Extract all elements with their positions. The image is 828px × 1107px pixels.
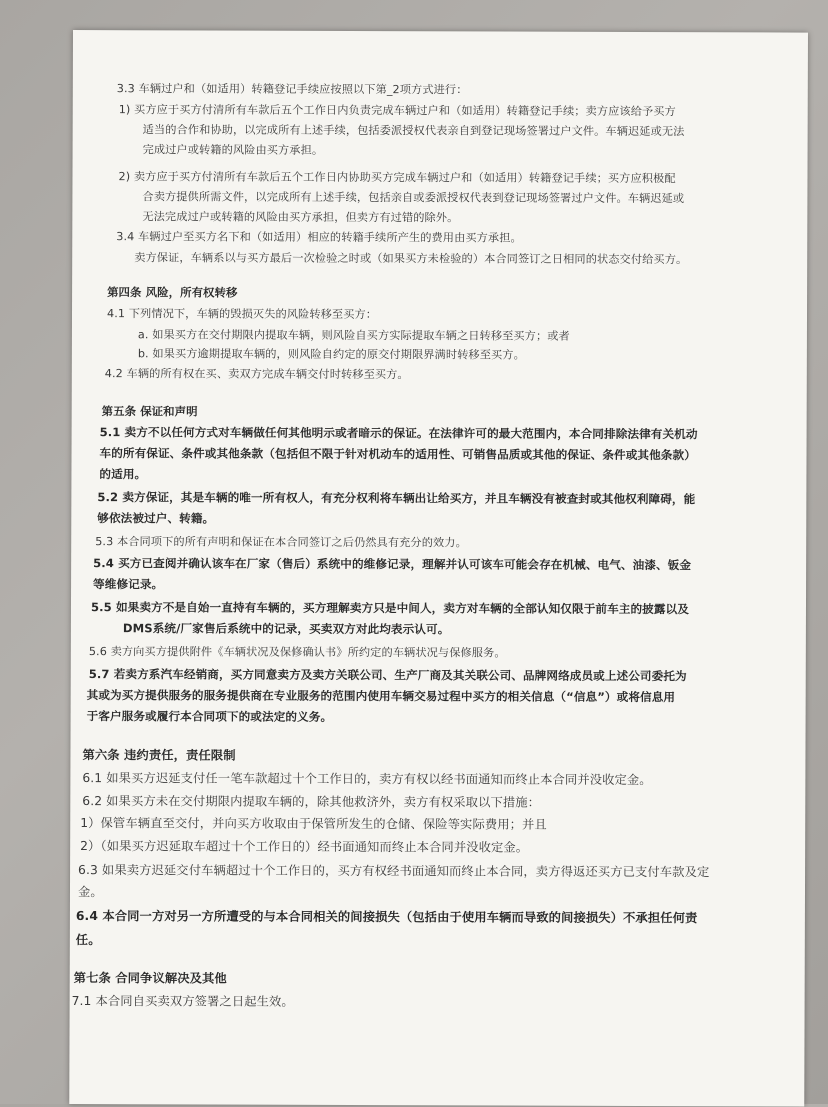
clause-3-3-option-2: 2) 卖方应于买方付清所有车款后五个工作日内协助买方完成车辆过户和（如适用）转籍登记手续；买方应积极配 xyxy=(118,170,676,186)
clause-6-3: 6.3 如果卖方迟延交付车辆超过十个工作日的，买方有权经书面通知而终止本合同，卖方得返还买方已支付车款及定 xyxy=(78,863,710,880)
clause-6-4-line-2: 任。 xyxy=(75,933,101,948)
clause-4-1-b: b. 如果买方逾期提取车辆的，则风险自约定的原交付期限界满时转移至买方。 xyxy=(137,347,525,362)
clause-6-2: 6.2 如果买方未在交付期限内提取车辆的，除其他救济外，卖方有权采取以下措施： xyxy=(82,794,541,810)
clause-5-5-line-2: DMS系统/厂家售后系统中的记录，买卖双方对此均表示认可。 xyxy=(122,621,450,637)
clause-6-1: 6.1 如果买方迟延支付任一笔车款超过十个工作日的，卖方有权以经书面通知而终止本合同并没收定金。 xyxy=(82,771,652,788)
clause-4-1-a: a. 如果买方在交付期限内提取车辆，则风险自买方实际提取车辆之日转移至买方；或者 xyxy=(137,328,570,343)
clause-7-1: 7.1 本合同自买卖双方签署之日起生效。 xyxy=(71,994,294,1009)
clause-5-5: 5.5 如果卖方不是自始一直持有车辆的，买方理解卖方只是中间人，卖方对车辆的全部认知仅限于前车主的披露以及 xyxy=(90,600,689,617)
clause-3-3-option-1: 1) 买方应于买方付清所有车款后五个工作日内负责完成车辆过户和（如适用）转籍登记手续；卖方应该给予买方 xyxy=(118,103,676,119)
clause-6-3-line-2: 金。 xyxy=(77,885,103,900)
clause-5-7-line-3: 于客户服务或履行本合同项下的或法定的义务。 xyxy=(86,709,333,724)
clause-6-2-measure-2: 2）（如果买方迟延取车超过十个工作日的）经书面通知而终止本合同并没收定金。 xyxy=(80,839,529,855)
article-5-heading: 第五条 保证和声明 xyxy=(101,404,198,419)
clause-3-4-line-2: 卖方保证，车辆系以与买方最后一次检验之时或（如果买方未检验的）本合同签订之日相同的状态交付给买方。 xyxy=(134,251,688,267)
clause-6-2-measure-1: 1）保管车辆直至交付，并向买方收取由于保管所发生的仓储、保险等实际费用；并且 xyxy=(80,816,547,832)
article-7-heading: 第七条 合同争议解决及其他 xyxy=(73,971,227,986)
article-4-heading: 第四条 风险，所有权转移 xyxy=(107,285,238,300)
clause-5-7-line-2: 其或为买方提供服务的服务提供商在专业服务的范围内使用车辆交易过程中买方的相关信息（“信息”）或将信息用 xyxy=(86,688,676,705)
article-6-heading: 第六条 违约责任，责任限制 xyxy=(82,748,236,763)
clause-3-4: 3.4 车辆过户至买方名下和（如适用）相应的转籍手续所产生的费用由买方承担。 xyxy=(116,230,522,245)
clause-5-4-line-2: 等维修记录。 xyxy=(93,577,164,592)
clause-3-3-option-2-line-3: 无法完成过户或转籍的风险由买方承担，但卖方有过错的除外。 xyxy=(142,210,459,225)
clause-5-7: 5.7 若卖方系汽车经销商，买方同意卖方及卖方关联公司、生产厂商及其关联公司、品牌网络成员或上述公司委托为 xyxy=(88,667,687,684)
clause-4-1: 4.1 下列情况下，车辆的毁损灭失的风险转移至买方： xyxy=(106,307,378,322)
clause-3-3-option-1-line-2: 适当的合作和协助，以完成所有上述手续，包括委派授权代表亲自到登记现场签署过户文件。车辆迟延或无法 xyxy=(142,123,685,139)
clause-5-6: 5.6 卖方向买方提供附件《车辆状况及保修确认书》所约定的车辆状况与保修服务。 xyxy=(88,645,506,660)
clause-3-3-option-1-line-3: 完成过户或转籍的风险由买方承担。 xyxy=(142,143,324,157)
clause-4-2: 4.2 车辆的所有权在买、卖双方完成车辆交付时转移至买方。 xyxy=(104,367,409,382)
clause-3-3-option-2-line-2: 合卖方提供所需文件，以完成所有上述手续，包括亲自或委派授权代表到登记现场签署过户文件。车辆迟延或 xyxy=(142,190,685,206)
clause-5-2: 5.2 卖方保证，其是车辆的唯一所有权人，有充分权利将车辆出让给买方，并且车辆没有被查封或其他权利障碍，能 xyxy=(97,490,696,507)
clause-5-2-line-2: 够依法被过户、转籍。 xyxy=(97,511,215,526)
clause-3-3-intro: 3.3 车辆过户和（如适用）转籍登记手续应按照以下第_2项方式进行： xyxy=(116,82,468,97)
clause-6-4: 6.4 本合同一方对另一方所遭受的与本合同相关的间接损失（包括由于使用车辆而导致的间接损失）不承担任何责 xyxy=(75,909,698,926)
clause-5-4: 5.4 买方已查阅并确认该车在厂家（售后）系统中的维修记录，理解并认可该车可能会存在机械、电气、油漆、钣金 xyxy=(93,556,692,573)
clause-5-3: 5.3 本合同项下的所有声明和保证在本合同签订之后仍然具有充分的效力。 xyxy=(95,535,467,550)
clause-5-1-line-3: 的适用。 xyxy=(99,467,147,482)
clause-5-1: 5.1 卖方不以任何方式对车辆做任何其他明示或者暗示的保证。在法律许可的最大范围内，本合同排除法律有关机动 xyxy=(99,425,698,442)
clause-5-1-line-2: 车的所有保证、条件或其他条款（包括但不限于针对机动车的适用性、可销售品质或其他的保证、条件或其他条款） xyxy=(99,446,696,463)
document-body xyxy=(69,30,808,1107)
contract-page xyxy=(69,30,808,1107)
